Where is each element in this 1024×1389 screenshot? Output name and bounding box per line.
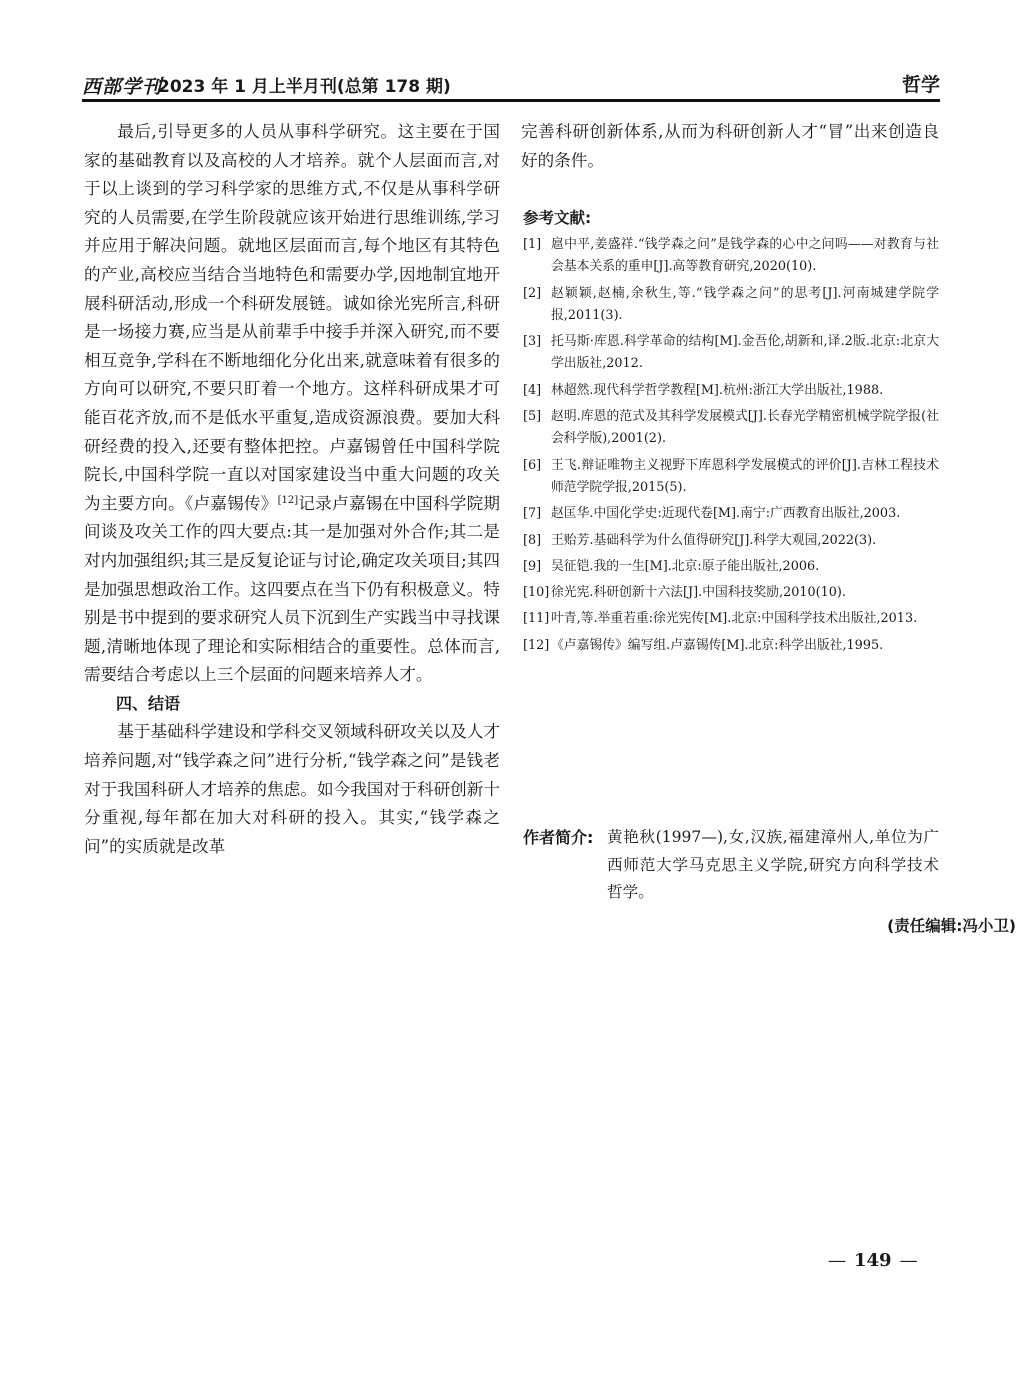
reference-number: [2] bbox=[523, 285, 542, 301]
reference-item bbox=[523, 635, 939, 657]
author-bio bbox=[523, 824, 939, 907]
right-column bbox=[521, 118, 939, 175]
left-column bbox=[84, 118, 500, 861]
reference-number: [11] bbox=[523, 611, 550, 627]
reference-number: [3] bbox=[523, 334, 542, 350]
reference-number: [5] bbox=[523, 409, 542, 425]
reference-text: 林超然.现代科学哲学教程[M].杭州:浙江大学出版社,1988. bbox=[551, 382, 884, 398]
page-number: — 149 — bbox=[828, 1250, 918, 1271]
reference-number: [8] bbox=[523, 532, 542, 548]
references-title: 参考文献: bbox=[523, 209, 592, 227]
reference-text: 赵匡华.中国化学史:近现代卷[M].南宁:广西教育出版社,2003. bbox=[551, 506, 901, 522]
reference-item bbox=[523, 283, 939, 328]
section-heading: 四、结语 bbox=[116, 693, 181, 713]
reference-number: [10] bbox=[523, 585, 550, 601]
header-rule bbox=[82, 99, 940, 102]
reference-text: 扈中平,姜盛祥.“钱学森之问”是钱学森的心中之问吗——对教育与社会基本关系的重申[J].高等教育研究,2020(10). bbox=[551, 237, 939, 275]
reference-item bbox=[523, 331, 939, 376]
reference-item bbox=[523, 608, 939, 630]
issue-info: 2023 年 1 月上半月刊(总第 178 期) bbox=[158, 77, 451, 97]
reference-number: [6] bbox=[523, 457, 542, 473]
reference-text: 托马斯·库恩.科学革命的结构[M].金吾伦,胡新和,译.2版.北京:北京大学出版社,2012. bbox=[551, 334, 939, 372]
body-paragraph: 基于基础科学建设和学科交叉领域科研攻关以及人才培养问题,对“钱学森之问”进行分析,“钱学森之问”是钱老对于我国科研人才培养的焦虑。如今我国对于科研创新十分重视,每年都在加大对科研的投入。其实,“钱学森之问”的实质就是改革 bbox=[84, 722, 500, 856]
paragraph-text: 最后,引导更多的人员从事科学研究。这主要在于国家的基础教育以及高校的人才培养。就个人层面而言,对于以上谈到的学习科学家的思维方式,不仅是从事科学研究的人员需要,在学生阶段就应该开始进行思维训练,学习并应用于解决问题。就地区层面而言,每个地区有其特色的产业,高校应当结合当地特色和需要办学,因地制宜地开展科研活动,形成一个科研发展链。诚如徐光宪所言,科研是一场接力赛,应当是从前辈手中接手并深入研究,而不要相互竞争,学科在不断地细化分化出来,就意味着有很多的方向可以研究,不要只盯着一个地方。这样科研成果才可能百花齐放,而不是低水平重复,造成资源浪费。要加大科研经费的投入,还要有整体把控。卢嘉锡曾任中国科学院院长,中国科学院一直以对国家建设当中重大问题的攻关为主要方向。《卢嘉锡传》 bbox=[84, 122, 500, 513]
paragraph-text-cont: 记录卢嘉锡在中国科学院期间谈及攻关工作的四大要点:其一是加强对外合作;其二是对内加强组织;其三是反复论证与讨论,确定攻关项目;其四是加强思想政治工作。这四要点在当下仍有积极意义。特别是书中提到的要求研究人员下沉到生产实践当中寻找课题,清晰地体现了理论和实际相结合的重要性。总体而言,需要结合考虑以上三个层面的问题来培养人才。 bbox=[84, 493, 501, 685]
body-paragraph-continued: 完善科研创新体系,从而为科研创新人才“冒”出来创造良好的条件。 bbox=[521, 122, 939, 170]
reference-text: 《卢嘉锡传》编写组.卢嘉锡传[M].北京:科学出版社,1995. bbox=[551, 637, 884, 653]
reference-text: 赵明.库恩的范式及其科学发展模式[J].长春光学精密机械学院学报(社会科学版),2001(2). bbox=[551, 409, 939, 447]
section-name: 哲学 bbox=[901, 74, 940, 96]
reference-number: [1] bbox=[523, 237, 542, 252]
reference-number: [4] bbox=[523, 382, 542, 398]
journal-logo: 西部学刊 bbox=[82, 76, 163, 98]
reference-number: [12] bbox=[523, 637, 550, 653]
reference-item bbox=[523, 455, 939, 500]
page-number-value: 149 bbox=[854, 1250, 892, 1271]
reference-text: 王飞.辩证唯物主义视野下库恩科学发展模式的评价[J].吉林工程技术师范学院学报,2015(5). bbox=[551, 457, 939, 495]
reference-list bbox=[523, 234, 939, 657]
responsible-editor: (责任编辑:冯小卫) bbox=[887, 917, 1016, 935]
reference-item bbox=[523, 406, 939, 451]
references-section bbox=[523, 206, 939, 661]
reference-item bbox=[523, 234, 939, 279]
reference-number: [7] bbox=[523, 506, 542, 522]
reference-text: 徐光宪.科研创新十六法[J].中国科技奖励,2010(10). bbox=[551, 585, 846, 601]
reference-text: 赵颖颖,赵楠,余秋生,等.“钱学森之问”的思考[J].河南城建学院学报,2011(3). bbox=[551, 285, 939, 323]
reference-text: 叶青,等.举重若重:徐光宪传[M].北京:中国科学技术出版社,2013. bbox=[551, 611, 918, 627]
reference-item bbox=[523, 380, 939, 402]
author-bio-text: 黄艳秋(1997—),女,汉族,福建漳州人,单位为广西师范大学马克思主义学院,研究方向科学技术哲学。 bbox=[607, 828, 939, 901]
reference-text: 王贻芳.基础科学为什么值得研究[J].科学大观园,2022(3). bbox=[551, 532, 877, 548]
running-header bbox=[82, 70, 940, 98]
citation-ref: [12] bbox=[277, 494, 299, 506]
reference-item bbox=[523, 530, 939, 552]
reference-number: [9] bbox=[523, 558, 542, 574]
body-paragraph bbox=[84, 118, 500, 690]
reference-item bbox=[523, 582, 939, 604]
reference-text: 吴征铠.我的一生[M].北京:原子能出版社,2006. bbox=[551, 558, 820, 574]
author-bio-label: 作者简介: bbox=[523, 828, 594, 847]
reference-item bbox=[523, 503, 939, 525]
reference-item bbox=[523, 556, 939, 578]
